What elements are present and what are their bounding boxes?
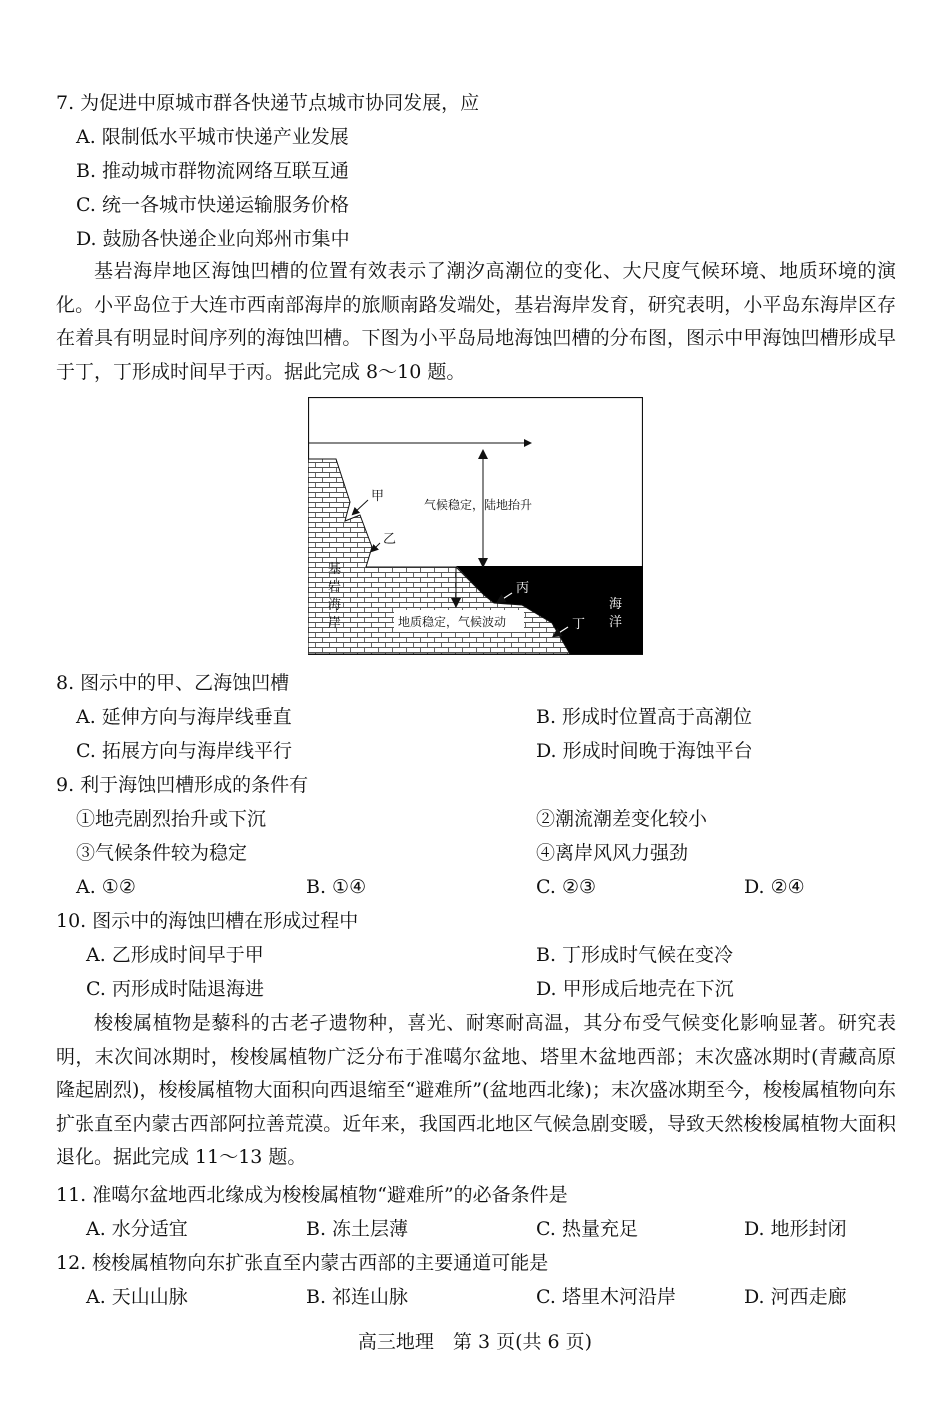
q9-statement-2: ②潮流潮差变化较小 — [536, 808, 708, 830]
q11-option-c: C. 热量充足 — [536, 1218, 638, 1240]
q9-option-b: B. ①④ — [306, 876, 367, 898]
q10-option-b: B. 丁形成时气候在变冷 — [536, 944, 734, 966]
coast-char-4: 岸 — [328, 616, 342, 631]
lower-note: 地质稳定，气候波动 — [398, 615, 507, 629]
ocean-char-1: 海 — [609, 597, 623, 612]
q8-option-d: D. 形成时间晚于海蚀平台 — [536, 740, 753, 762]
label-bing: 丙 — [516, 581, 530, 596]
sea-notch-diagram — [308, 397, 643, 655]
q8-stem: 8. 图示中的甲、乙海蚀凹槽 — [56, 672, 290, 694]
q7-stem: 7. 为促进中原城市群各快递节点城市协同发展，应 — [56, 92, 480, 114]
q7-option-a: A. 限制低水平城市快递产业发展 — [76, 126, 349, 148]
q10-option-a: A. 乙形成时间早于甲 — [86, 944, 264, 966]
coast-char-1: 基 — [328, 562, 342, 577]
q9-option-a: A. ①② — [76, 876, 136, 898]
q9-option-d: D. ②④ — [744, 876, 805, 898]
q10-option-c: C. 丙形成时陆退海进 — [86, 978, 264, 1000]
q7-option-b: B. 推动城市群物流网络互联互通 — [76, 160, 350, 182]
q9-option-c: C. ②③ — [536, 876, 597, 898]
ocean-char-2: 洋 — [609, 615, 623, 630]
q9-statement-4: ④离岸风风力强劲 — [536, 842, 689, 864]
coast-char-2: 岩 — [328, 580, 342, 595]
q10-option-d: D. 甲形成后地壳在下沉 — [536, 978, 734, 1000]
coast-char-3: 海 — [328, 598, 342, 613]
q8-option-c: C. 拓展方向与海岸线平行 — [76, 740, 292, 762]
label-ding: 丁 — [572, 617, 586, 632]
q7-option-c: C. 统一各城市快递运输服务价格 — [76, 194, 349, 216]
q7-option-d: D. 鼓励各快递企业向郑州市集中 — [76, 228, 350, 250]
q11-option-a: A. 水分适宜 — [86, 1218, 188, 1240]
label-jia: 甲 — [371, 489, 385, 504]
q9-statement-1: ①地壳剧烈抬升或下沉 — [76, 808, 267, 830]
q12-option-a: A. 天山山脉 — [86, 1286, 188, 1308]
q8-option-a: A. 延伸方向与海岸线垂直 — [76, 706, 292, 728]
q10-stem: 10. 图示中的海蚀凹槽在形成过程中 — [56, 910, 359, 932]
q9-statement-3: ③气候条件较为稳定 — [76, 842, 248, 864]
q11-option-b: B. 冻土层薄 — [306, 1218, 409, 1240]
q12-option-b: B. 祁连山脉 — [306, 1286, 409, 1308]
q8-option-b: B. 形成时位置高于高潮位 — [536, 706, 753, 728]
q12-option-c: C. 塔里木河沿岸 — [536, 1286, 676, 1308]
q12-option-d: D. 河西走廊 — [744, 1286, 847, 1308]
page-footer: 高三地理 第 3 页(共 6 页) — [357, 1331, 593, 1353]
label-yi: 乙 — [383, 532, 397, 547]
q11-option-d: D. 地形封闭 — [744, 1218, 847, 1240]
passage-haloxylon: 梭梭属植物是藜科的古老孑遗物种，喜光、耐寒耐高温，其分布受气候变化影响显著。研究表明，末次间冰期时，梭梭属植物广泛分布于准噶尔盆地、塔里木盆地西部；末次盛冰期时(青藏高原隆起剧烈)，梭梭属植物大面积向西退缩至“避难所”(盆地西北缘)；末次盛冰期至今，梭梭属植物向东扩张直至内蒙古西部阿拉善荒漠。近年来，我国西北地区气候急剧变暖，导致天然梭梭属植物大面积退化。据此完成 11～13 题。 — [56, 1012, 896, 1168]
passage-sea-notch: 基岩海岸地区海蚀凹槽的位置有效表示了潮汐高潮位的变化、大尺度气候环境、地质环境的演化。小平岛位于大连市西南部海岸的旅顺南路发端处，基岩海岸发育，研究表明，小平岛东海岸区存在着具有明显时间序列的海蚀凹槽。下图为小平岛局地海蚀凹槽的分布图，图示中甲海蚀凹槽形成早于丁，丁形成时间早于丙。据此完成 8～10 题。 — [56, 260, 896, 383]
q9-stem: 9. 利于海蚀凹槽形成的条件有 — [56, 774, 309, 796]
upper-note: 气候稳定，陆地抬升 — [424, 498, 533, 512]
q11-stem: 11. 准噶尔盆地西北缘成为梭梭属植物“避难所”的必备条件是 — [56, 1184, 568, 1206]
q12-stem: 12. 梭梭属植物向东扩张直至内蒙古西部的主要通道可能是 — [56, 1252, 549, 1274]
